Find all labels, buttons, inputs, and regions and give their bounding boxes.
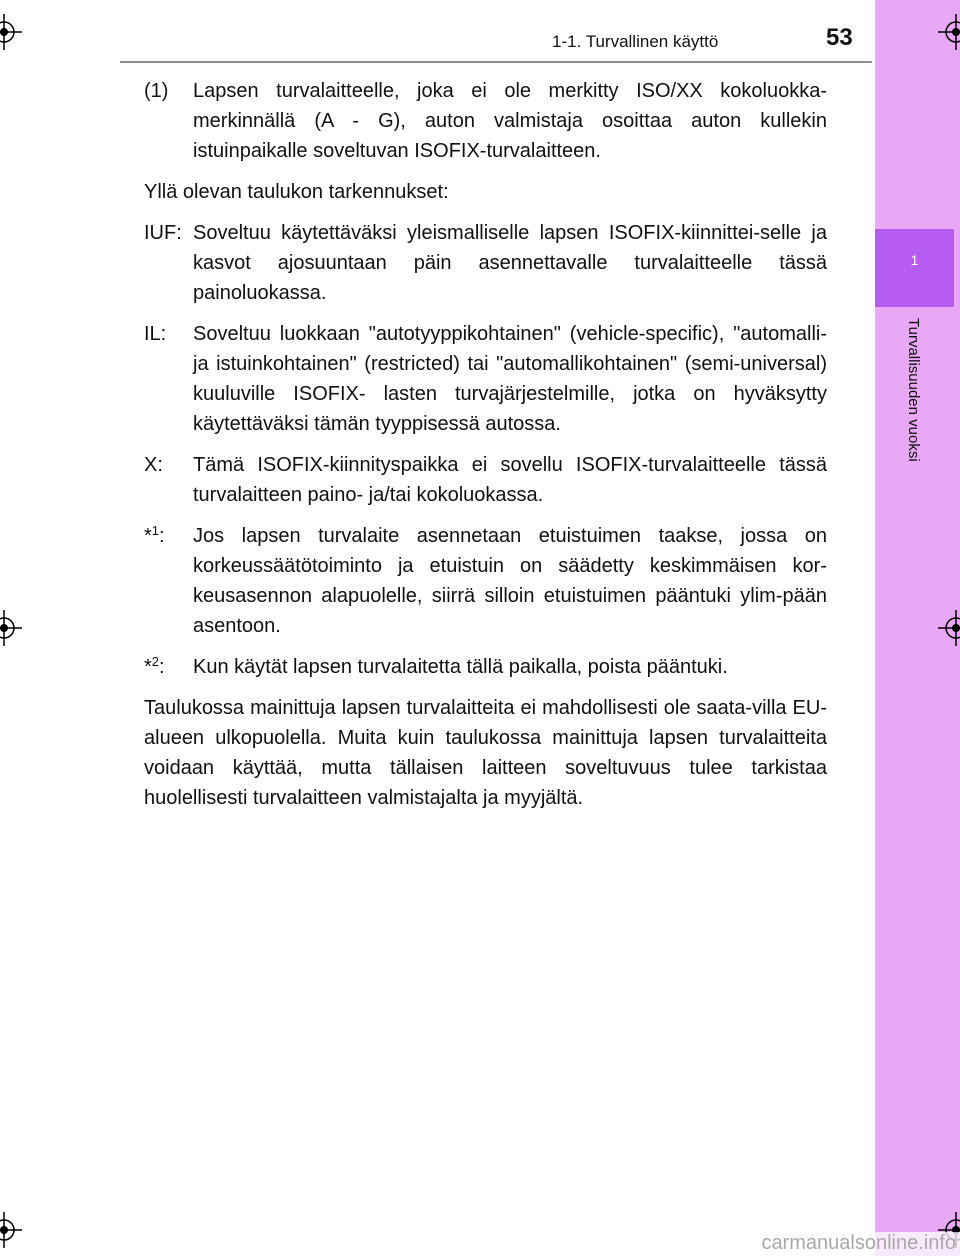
note-1-term: (1) [144, 80, 169, 102]
footnote-1-marker [144, 521, 193, 641]
table-notes-intro: Yllä olevan taulukon tarkennukset: [144, 181, 449, 203]
note-iuf-text: Soveltuu käytettäväksi yleismalliselle lapsen ISOFIX-kiinnittei-selle ja kasvot ajosuuntaan päin asennettavalle turvalaitteelle tässä painoluokassa. [193, 222, 827, 304]
footnote-2-number: 2 [151, 654, 160, 669]
note-x-term: X: [144, 454, 163, 476]
chapter-number: 1 [910, 252, 919, 268]
footnote-2-marker [144, 652, 193, 682]
page-number: 53 [826, 24, 853, 51]
note-1 [144, 76, 827, 166]
note-il-text: Soveltuu luokkaan "autotyyppikohtainen" (vehicle-specific), "automalli- ja istuinkohtainen" (restricted) tai "automallikohtainen" (semi-universal) kuuluville ISOFIX- lasten turvajärjestelmille, jotka on hyväksytty käytettäväksi tämän tyyppisessä autossa. [193, 323, 827, 435]
note-iuf [144, 218, 827, 308]
crop-mark-icon [0, 610, 22, 646]
closing-paragraph: Taulukossa mainittuja lapsen turvalaitteita ei mahdollisesti ole saata-villa EU-alueen ulkopuolella. Muita kuin taulukossa mainittuja lapsen turvalaitteita voidaan käyttää, mutta tällaisen laitteen soveltuvuus tulee tarkistaa huolellisesti turvalaitteen valmistajalta ja myyjältä. [144, 697, 827, 809]
note-x [144, 450, 827, 510]
footnote-1 [144, 521, 827, 641]
note-il-term: IL: [144, 323, 167, 345]
header-divider [120, 61, 872, 63]
crop-mark-icon [938, 14, 960, 50]
footnote-2-text: Kun käytät lapsen turvalaitetta tällä paikalla, poista pääntuki. [193, 656, 728, 678]
note-1-text: Lapsen turvalaitteelle, joka ei ole merkitty ISO/XX kokoluokka-merkinnällä (A - G), auton valmistaja osoittaa auton kullekin istuinpaikalle soveltuvan ISOFIX-turvalaitteen. [193, 80, 827, 162]
footnote-1-star: * [144, 525, 152, 547]
footnote-2-colon: : [159, 656, 165, 678]
footnote-2-star: * [144, 656, 152, 678]
footnote-1-number: 1 [151, 523, 160, 538]
crop-mark-icon [0, 1212, 22, 1248]
watermark: carmanualsonline.info [721, 1232, 960, 1256]
footnote-1-colon: : [159, 525, 165, 547]
note-x-text: Tämä ISOFIX-kiinnityspaikka ei sovellu ISOFIX-turvalaitteelle tässä turvalaitteen paino- ja/tai kokoluokassa. [193, 454, 827, 506]
chapter-tab-marker [875, 229, 954, 307]
footnote-2 [144, 652, 827, 682]
footnote-1-text: Jos lapsen turvalaite asennetaan etuistuimen taakse, jossa on korkeussäätötoiminto ja etuistuin on säädetty keskimmäisen kor-keusasennon alapuolelle, siirrä silloin etuistuimen pääntuki ylim-pään asentoon. [193, 525, 827, 637]
note-iuf-term: IUF: [144, 222, 182, 244]
crop-mark-icon [0, 14, 22, 50]
crop-mark-icon [938, 610, 960, 646]
note-il [144, 319, 827, 439]
running-header-section: 1-1. Turvallinen käyttö [552, 32, 719, 51]
chapter-title: Turvallisuuden vuoksi [905, 318, 922, 462]
page-content [144, 76, 827, 824]
